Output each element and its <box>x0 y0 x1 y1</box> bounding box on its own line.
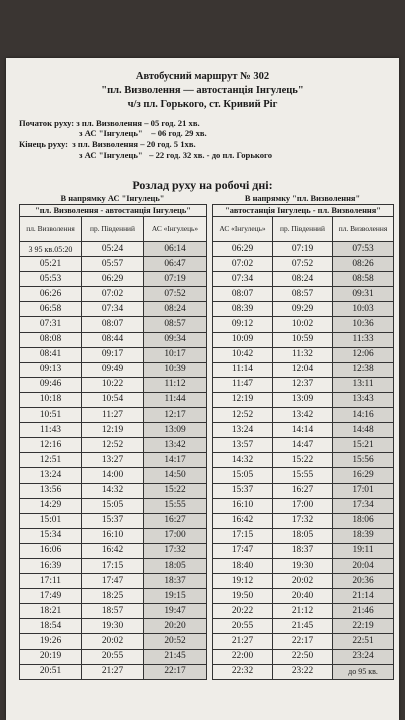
start-time-from-ingulets: з АС "Інгулець" – 06 год. 29 хв. <box>79 128 207 138</box>
time-cell: 07:02 <box>213 257 273 272</box>
time-cell: 20:20 <box>144 619 207 634</box>
table-row <box>20 392 207 407</box>
time-cell: 23:24 <box>333 649 394 664</box>
time-cell: 05:24 <box>82 242 144 257</box>
time-cell: 18:57 <box>82 604 144 619</box>
time-cell: 12:17 <box>144 408 207 423</box>
table-row <box>20 438 207 453</box>
table-row <box>20 513 207 528</box>
time-cell: 09:49 <box>82 362 144 377</box>
time-cell: 18:40 <box>213 558 273 573</box>
left-col-header: пр. Південний <box>82 217 144 242</box>
time-cell: 11:12 <box>144 377 207 392</box>
time-cell: 19:15 <box>144 589 207 604</box>
time-cell: 13:09 <box>273 392 333 407</box>
time-cell: 08:24 <box>144 302 207 317</box>
time-cell: 14:16 <box>333 408 394 423</box>
table-row <box>213 423 394 438</box>
left-col-header: пл. Визволення <box>20 217 82 242</box>
table-row <box>20 242 207 257</box>
time-cell: 09:46 <box>20 377 82 392</box>
table-row <box>213 619 394 634</box>
time-cell: 20:22 <box>213 604 273 619</box>
time-cell: 21:12 <box>273 604 333 619</box>
table-row <box>20 272 207 287</box>
time-cell: 05:57 <box>82 257 144 272</box>
time-cell: 06:14 <box>144 242 207 257</box>
time-cell: 21:45 <box>144 649 207 664</box>
time-cell: 15:55 <box>144 498 207 513</box>
table-row <box>20 574 207 589</box>
time-cell: 15:22 <box>144 483 207 498</box>
time-cell: 13:42 <box>144 438 207 453</box>
time-cell: 17:00 <box>144 528 207 543</box>
time-cell: 12:16 <box>20 438 82 453</box>
table-row <box>20 649 207 664</box>
time-cell: 17:01 <box>333 483 394 498</box>
time-cell: 12:52 <box>213 408 273 423</box>
time-cell: 10:17 <box>144 347 207 362</box>
table-row <box>213 317 394 332</box>
time-cell: 08:57 <box>273 287 333 302</box>
table-row <box>20 317 207 332</box>
table-row <box>213 438 394 453</box>
time-cell: 19:11 <box>333 543 394 558</box>
time-cell: 10:03 <box>333 302 394 317</box>
time-cell: 15:22 <box>273 453 333 468</box>
left-col-header: АС «Інгулець» <box>144 217 207 242</box>
time-cell: 10:59 <box>273 332 333 347</box>
table-row <box>213 408 394 423</box>
time-cell: 08:41 <box>20 347 82 362</box>
time-cell: 21:27 <box>213 634 273 649</box>
time-cell: 21:27 <box>82 664 144 679</box>
time-cell: 10:02 <box>273 317 333 332</box>
time-cell: 07:19 <box>273 242 333 257</box>
table-row <box>213 332 394 347</box>
table-row <box>213 543 394 558</box>
time-cell: 09:12 <box>213 317 273 332</box>
time-cell: 05:21 <box>20 257 82 272</box>
table-row <box>213 513 394 528</box>
time-cell: 16:10 <box>213 498 273 513</box>
time-cell: 13:42 <box>273 408 333 423</box>
time-cell: 12:19 <box>213 392 273 407</box>
time-cell: 15:37 <box>213 483 273 498</box>
start-time-from-center: Початок руху: з пл. Визволення – 05 год. 21 хв. <box>19 118 200 128</box>
time-cell: 08:58 <box>333 272 394 287</box>
time-cell: 22:50 <box>273 649 333 664</box>
table-row <box>213 272 394 287</box>
time-cell: 19:47 <box>144 604 207 619</box>
table-row <box>213 468 394 483</box>
time-cell: 18:06 <box>333 513 394 528</box>
time-cell: 13:09 <box>144 423 207 438</box>
time-cell: 19:30 <box>273 558 333 573</box>
left-timetable <box>19 204 207 680</box>
table-row <box>20 423 207 438</box>
end-time-from-center: Кінець руху: з пл. Визволення – 20 год. 5 1хв. <box>19 139 196 149</box>
table-row <box>213 574 394 589</box>
time-cell: 22:17 <box>144 664 207 679</box>
table-row <box>213 377 394 392</box>
time-cell: 10:39 <box>144 362 207 377</box>
time-cell: 09:29 <box>273 302 333 317</box>
left-direction-block <box>19 194 206 680</box>
route-name: "пл. Визволення — автостанція Інгулець" <box>101 85 304 96</box>
time-cell: 11:33 <box>333 332 394 347</box>
table-row <box>213 558 394 573</box>
time-cell: 16:42 <box>82 543 144 558</box>
time-cell: 22:17 <box>273 634 333 649</box>
time-cell: 14:32 <box>213 453 273 468</box>
time-cell: 15:55 <box>273 468 333 483</box>
time-cell: 17:15 <box>82 558 144 573</box>
table-row <box>213 347 394 362</box>
time-cell: 08:07 <box>82 317 144 332</box>
time-cell: 10:54 <box>82 392 144 407</box>
time-cell: 11:47 <box>213 377 273 392</box>
time-cell: 12:37 <box>273 377 333 392</box>
time-cell: 13:56 <box>20 483 82 498</box>
time-cell: 09:34 <box>144 332 207 347</box>
time-cell: 14:32 <box>82 483 144 498</box>
time-cell: 22:19 <box>333 619 394 634</box>
time-cell: 17:47 <box>82 574 144 589</box>
time-cell: 09:13 <box>20 362 82 377</box>
time-cell: 13:43 <box>333 392 394 407</box>
table-row <box>213 302 394 317</box>
table-row <box>213 483 394 498</box>
table-row <box>213 453 394 468</box>
time-cell: 15:56 <box>333 453 394 468</box>
time-cell: 12:51 <box>20 453 82 468</box>
table-row <box>213 589 394 604</box>
time-cell: 07:53 <box>333 242 394 257</box>
time-cell: 12:04 <box>273 362 333 377</box>
table-row <box>213 634 394 649</box>
time-cell: 19:50 <box>213 589 273 604</box>
time-cell: 15:01 <box>20 513 82 528</box>
right-direction-title: В напрямку "пл. Визволення" <box>244 194 361 203</box>
time-cell: 08:57 <box>144 317 207 332</box>
time-cell: 15:21 <box>333 438 394 453</box>
time-cell: 14:17 <box>144 453 207 468</box>
time-cell: 17:49 <box>20 589 82 604</box>
time-cell: 08:39 <box>213 302 273 317</box>
table-row <box>20 664 207 679</box>
time-cell: 18:25 <box>82 589 144 604</box>
time-cell: 10:22 <box>82 377 144 392</box>
table-row <box>20 332 207 347</box>
table-row <box>213 664 394 679</box>
time-cell: 23:22 <box>273 664 333 679</box>
time-cell: 17:32 <box>273 513 333 528</box>
time-cell: 12:06 <box>333 347 394 362</box>
time-cell: 19:26 <box>20 634 82 649</box>
time-cell: 15:37 <box>82 513 144 528</box>
time-cell: 19:12 <box>213 574 273 589</box>
time-cell: 08:08 <box>20 332 82 347</box>
time-cell: 20:55 <box>213 619 273 634</box>
table-row <box>213 362 394 377</box>
time-cell: 21:45 <box>273 619 333 634</box>
table-row <box>213 649 394 664</box>
time-cell: 18:37 <box>144 574 207 589</box>
time-cell: 14:00 <box>82 468 144 483</box>
time-cell: 20:51 <box>20 664 82 679</box>
time-cell: 13:24 <box>213 423 273 438</box>
time-cell: 12:52 <box>82 438 144 453</box>
table-row <box>20 302 207 317</box>
time-cell: 18:05 <box>273 528 333 543</box>
table-row <box>20 528 207 543</box>
route-title: Автобусний маршрут № 302 <box>135 71 270 82</box>
time-cell: 20:04 <box>333 558 394 573</box>
table-row <box>20 453 207 468</box>
time-cell: 17:15 <box>213 528 273 543</box>
time-cell: 05:53 <box>20 272 82 287</box>
time-cell: 15:05 <box>82 498 144 513</box>
time-cell: 06:47 <box>144 257 207 272</box>
time-cell: 14:14 <box>273 423 333 438</box>
time-cell: 11:27 <box>82 408 144 423</box>
time-cell: 14:48 <box>333 423 394 438</box>
table-row <box>20 468 207 483</box>
time-cell: 22:51 <box>333 634 394 649</box>
time-cell: 13:11 <box>333 377 394 392</box>
time-cell: 10:36 <box>333 317 394 332</box>
right-timetable <box>212 204 394 680</box>
table-row <box>20 347 207 362</box>
time-cell: 12:38 <box>333 362 394 377</box>
right-route-label: "автостанція Інгулець - пл. Визволення" <box>213 205 394 217</box>
time-cell: 13:57 <box>213 438 273 453</box>
table-row <box>20 498 207 513</box>
table-row <box>20 634 207 649</box>
time-cell: 07:02 <box>82 287 144 302</box>
time-cell: 22:32 <box>213 664 273 679</box>
table-row <box>20 377 207 392</box>
schedule-sheet <box>6 58 399 720</box>
table-row <box>20 604 207 619</box>
time-cell: 18:21 <box>20 604 82 619</box>
time-cell: 20:19 <box>20 649 82 664</box>
time-cell: 07:52 <box>273 257 333 272</box>
time-cell: 16:10 <box>82 528 144 543</box>
time-cell: 20:40 <box>273 589 333 604</box>
time-cell: 20:02 <box>273 574 333 589</box>
time-cell: 20:02 <box>82 634 144 649</box>
time-cell: 18:05 <box>144 558 207 573</box>
time-cell: 13:27 <box>82 453 144 468</box>
route-via: ч/з пл. Горького, ст. Кривий Ріг <box>127 99 278 110</box>
time-cell: 17:47 <box>213 543 273 558</box>
time-cell: 08:26 <box>333 257 394 272</box>
end-time-from-ingulets: з АС "Інгулець" – 22 год. 32 хв. - до пл. Горького <box>79 150 273 160</box>
time-cell: 12:19 <box>82 423 144 438</box>
time-cell: 20:52 <box>144 634 207 649</box>
right-col-header: пр. Південний <box>273 217 333 242</box>
time-cell: 16:06 <box>20 543 82 558</box>
time-cell: 21:46 <box>333 604 394 619</box>
right-col-header: АС «Інгулець» <box>213 217 273 242</box>
left-direction-title: В напрямку АС "Інгулець" <box>60 194 165 203</box>
time-cell: 16:29 <box>333 468 394 483</box>
time-cell: 11:44 <box>144 392 207 407</box>
left-route-label: "пл. Визволення - автостанція Інгулець" <box>20 205 207 217</box>
weekday-schedule-title: Розлад руху на робочі дні: <box>132 178 273 192</box>
time-cell: 10:42 <box>213 347 273 362</box>
time-cell: 08:07 <box>213 287 273 302</box>
time-cell: 11:43 <box>20 423 82 438</box>
time-cell: 19:30 <box>82 619 144 634</box>
table-row <box>20 589 207 604</box>
table-row <box>20 362 207 377</box>
table-row <box>213 242 394 257</box>
time-cell: 15:05 <box>213 468 273 483</box>
time-cell: 14:47 <box>273 438 333 453</box>
time-cell: 07:34 <box>82 302 144 317</box>
time-cell: 20:36 <box>333 574 394 589</box>
table-row <box>20 619 207 634</box>
right-col-header: пл. Визволення <box>333 217 394 242</box>
time-cell: 13:24 <box>20 468 82 483</box>
table-row <box>20 287 207 302</box>
time-cell: 18:54 <box>20 619 82 634</box>
time-cell: 06:29 <box>213 242 273 257</box>
table-row <box>20 483 207 498</box>
time-cell: 15:34 <box>20 528 82 543</box>
time-cell: 14:50 <box>144 468 207 483</box>
time-cell: 07:19 <box>144 272 207 287</box>
time-cell: до 95 кв. <box>333 664 394 679</box>
time-cell: 3 95 кв.05:20 <box>20 242 82 257</box>
time-cell: 06:26 <box>20 287 82 302</box>
time-cell: 17:11 <box>20 574 82 589</box>
table-row <box>20 558 207 573</box>
time-cell: 14:29 <box>20 498 82 513</box>
table-row <box>213 257 394 272</box>
time-cell: 11:14 <box>213 362 273 377</box>
time-cell: 18:37 <box>273 543 333 558</box>
table-row <box>213 392 394 407</box>
time-cell: 11:32 <box>273 347 333 362</box>
time-cell: 06:58 <box>20 302 82 317</box>
time-cell: 16:27 <box>144 513 207 528</box>
time-cell: 06:29 <box>82 272 144 287</box>
time-cell: 16:27 <box>273 483 333 498</box>
time-cell: 07:34 <box>213 272 273 287</box>
time-cell: 17:00 <box>273 498 333 513</box>
time-cell: 07:31 <box>20 317 82 332</box>
table-row <box>20 408 207 423</box>
time-cell: 20:55 <box>82 649 144 664</box>
time-cell: 09:17 <box>82 347 144 362</box>
time-cell: 17:32 <box>144 543 207 558</box>
table-row <box>213 498 394 513</box>
table-row <box>20 257 207 272</box>
time-cell: 17:34 <box>333 498 394 513</box>
table-row <box>20 543 207 558</box>
table-row <box>213 287 394 302</box>
time-cell: 16:39 <box>20 558 82 573</box>
table-row <box>213 604 394 619</box>
time-cell: 10:51 <box>20 408 82 423</box>
time-cell: 10:18 <box>20 392 82 407</box>
time-cell: 16:42 <box>213 513 273 528</box>
time-cell: 22:00 <box>213 649 273 664</box>
time-cell: 07:52 <box>144 287 207 302</box>
table-row <box>213 528 394 543</box>
time-cell: 10:09 <box>213 332 273 347</box>
time-cell: 21:14 <box>333 589 394 604</box>
time-cell: 09:31 <box>333 287 394 302</box>
right-direction-block <box>212 194 393 680</box>
time-cell: 18:39 <box>333 528 394 543</box>
time-cell: 08:44 <box>82 332 144 347</box>
time-cell: 08:24 <box>273 272 333 287</box>
